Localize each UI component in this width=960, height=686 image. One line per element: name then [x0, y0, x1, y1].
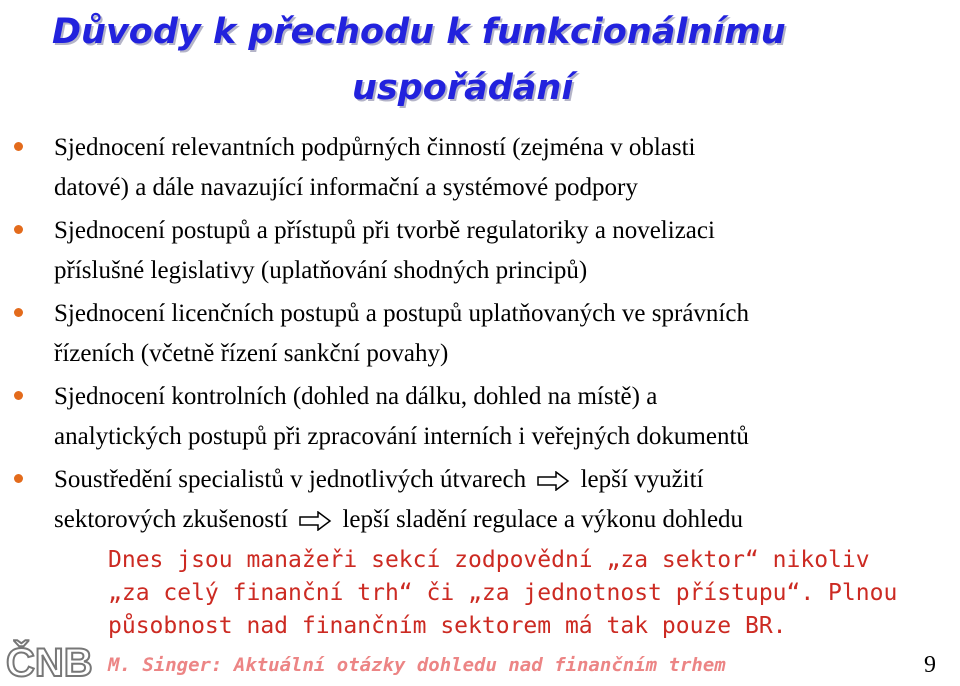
bullet-dot-icon — [14, 142, 23, 151]
title-line-2: uspořádání — [352, 68, 574, 108]
bullet-text-line: lepší sladění regulace a výkonu dohledu — [342, 506, 744, 533]
bullet-text-line: příslušné legislativy (uplatňování shodných principů) — [54, 257, 588, 284]
bullet-item — [14, 128, 960, 208]
arrow-right-icon — [298, 511, 332, 531]
bullet-item — [14, 294, 960, 374]
bullet-text-line: Sjednocení licenčních postupů a postupů uplatňovaných ve správních — [54, 300, 749, 327]
bullet-text-line: datové) a dále navazující informační a systémové podpory — [54, 174, 638, 201]
note-line: „za celý finanční trh“ či „za jednotnost přístupu“. Plnou — [108, 580, 898, 606]
page-number: 9 — [924, 652, 936, 678]
logo-text: ČNB — [6, 641, 93, 684]
cnb-logo — [4, 636, 94, 684]
note-text — [108, 544, 948, 643]
bullet-text-line: analytických postupů při zpracování interních i veřejných dokumentů — [54, 423, 749, 450]
bullet-text-line: Sjednocení relevantních podpůrných činností (zejména v oblasti — [54, 134, 696, 161]
bullet-dot-icon — [14, 308, 23, 317]
bullet-item — [14, 377, 960, 457]
bullet-text-line: řízeních (včetně řízení sankční povahy) — [54, 340, 449, 367]
slide-title — [52, 4, 952, 116]
bullet-text-line: Soustředění specialistů v jednotlivých útvarech — [54, 466, 527, 493]
note-line: působnost nad finančním sektorem má tak pouze BR. — [108, 613, 787, 639]
bullet-item — [14, 211, 960, 291]
bullet-list — [14, 128, 960, 543]
bullet-text-line: sektorových zkušeností — [54, 506, 288, 533]
note-line: Dnes jsou manažeři sekcí zodpovědní „za sektor“ nikoliv — [108, 547, 870, 573]
bullet-dot-icon — [14, 474, 23, 483]
arrow-right-icon — [536, 471, 570, 491]
bullet-dot-icon — [14, 225, 23, 234]
bullet-dot-icon — [14, 391, 23, 400]
footer-text: M. Singer: Aktuální otázky dohledu nad finančním trhem — [108, 654, 726, 676]
bullet-text-line: Sjednocení postupů a přístupů při tvorbě regulatoriky a novelizaci — [54, 217, 715, 244]
title-line-1: Důvody k přechodu k funkcionálnímu — [52, 12, 786, 52]
bullet-text-line: Sjednocení kontrolních (dohled na dálku, dohled na místě) a — [54, 383, 658, 410]
bullet-text-line: lepší využití — [580, 466, 704, 493]
bullet-item — [14, 460, 960, 540]
